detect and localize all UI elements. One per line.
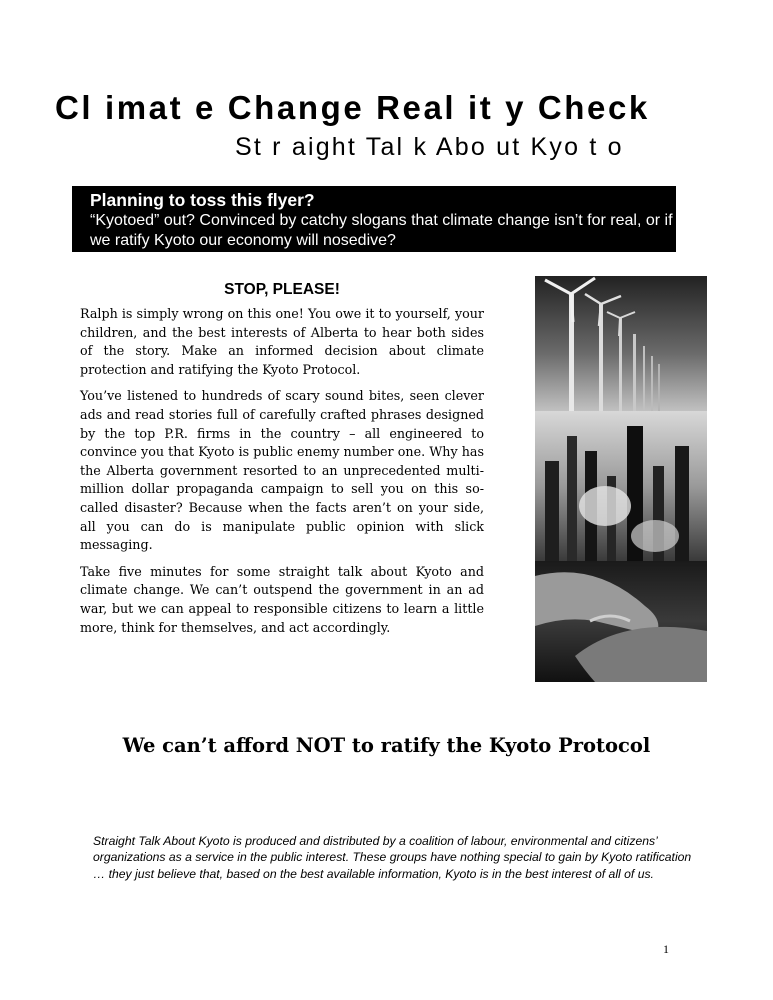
paragraph: Take five minutes for some straight talk about Kyoto and climate change. We can’t outspend the government in an ad war, but we can appeal to responsible citizens to learn a little more, think for themselves, and act accordingly. <box>80 563 484 635</box>
page-number: 1 <box>663 942 669 956</box>
section-heading: STOP, PLEASE! <box>224 281 340 298</box>
collage-photo <box>535 276 707 682</box>
callout-body: “Kyotoed” out? Convinced by catchy slogans that climate change isn’t for real, or if we ratify Kyoto our economy will nosedive? <box>90 212 673 249</box>
callout-heading: Planning to toss this flyer? <box>90 190 315 210</box>
paragraph: Ralph is simply wrong on this one! You owe it to yourself, your children, and the best interests of Alberta to hear both sides of the story. Make an informed decision about climate protection and ratifying the Kyoto Protocol. <box>80 306 484 377</box>
page-subtitle: St r aight Tal k Abo ut Kyo t o <box>235 133 624 161</box>
paragraph: You’ve listened to hundreds of scary sound bites, seen clever ads and read stories full of carefully crafted phrases designed by the top P.R. firms in the country – all engineered to convince you that Kyoto is public enemy number one. Why has the Alberta government resorted to an unprecedented multi-million dollar propaganda campaign to sell you on this so-called disaster? Because when the facts aren’t on your side, all you can do is manipulate public opinion with slick messaging. <box>80 388 484 553</box>
body-text <box>80 305 484 645</box>
wind-turbines-image <box>535 276 707 416</box>
page-title: Cl imat e Change Real it y Check <box>55 89 650 126</box>
hands-image <box>535 561 707 682</box>
footnote: Straight Talk About Kyoto is produced and distributed by a coalition of labour, environmental and citizens’ organizations as a service in the public interest. These groups have nothing special to gain by Kyoto ratification … they just believe that, based on the best available information, Kyoto is in the best interest of all of us. <box>93 834 692 881</box>
smokestacks-image <box>535 411 707 561</box>
tagline: We can’t afford NOT to ratify the Kyoto Protocol <box>122 734 651 757</box>
callout-box <box>72 186 676 252</box>
